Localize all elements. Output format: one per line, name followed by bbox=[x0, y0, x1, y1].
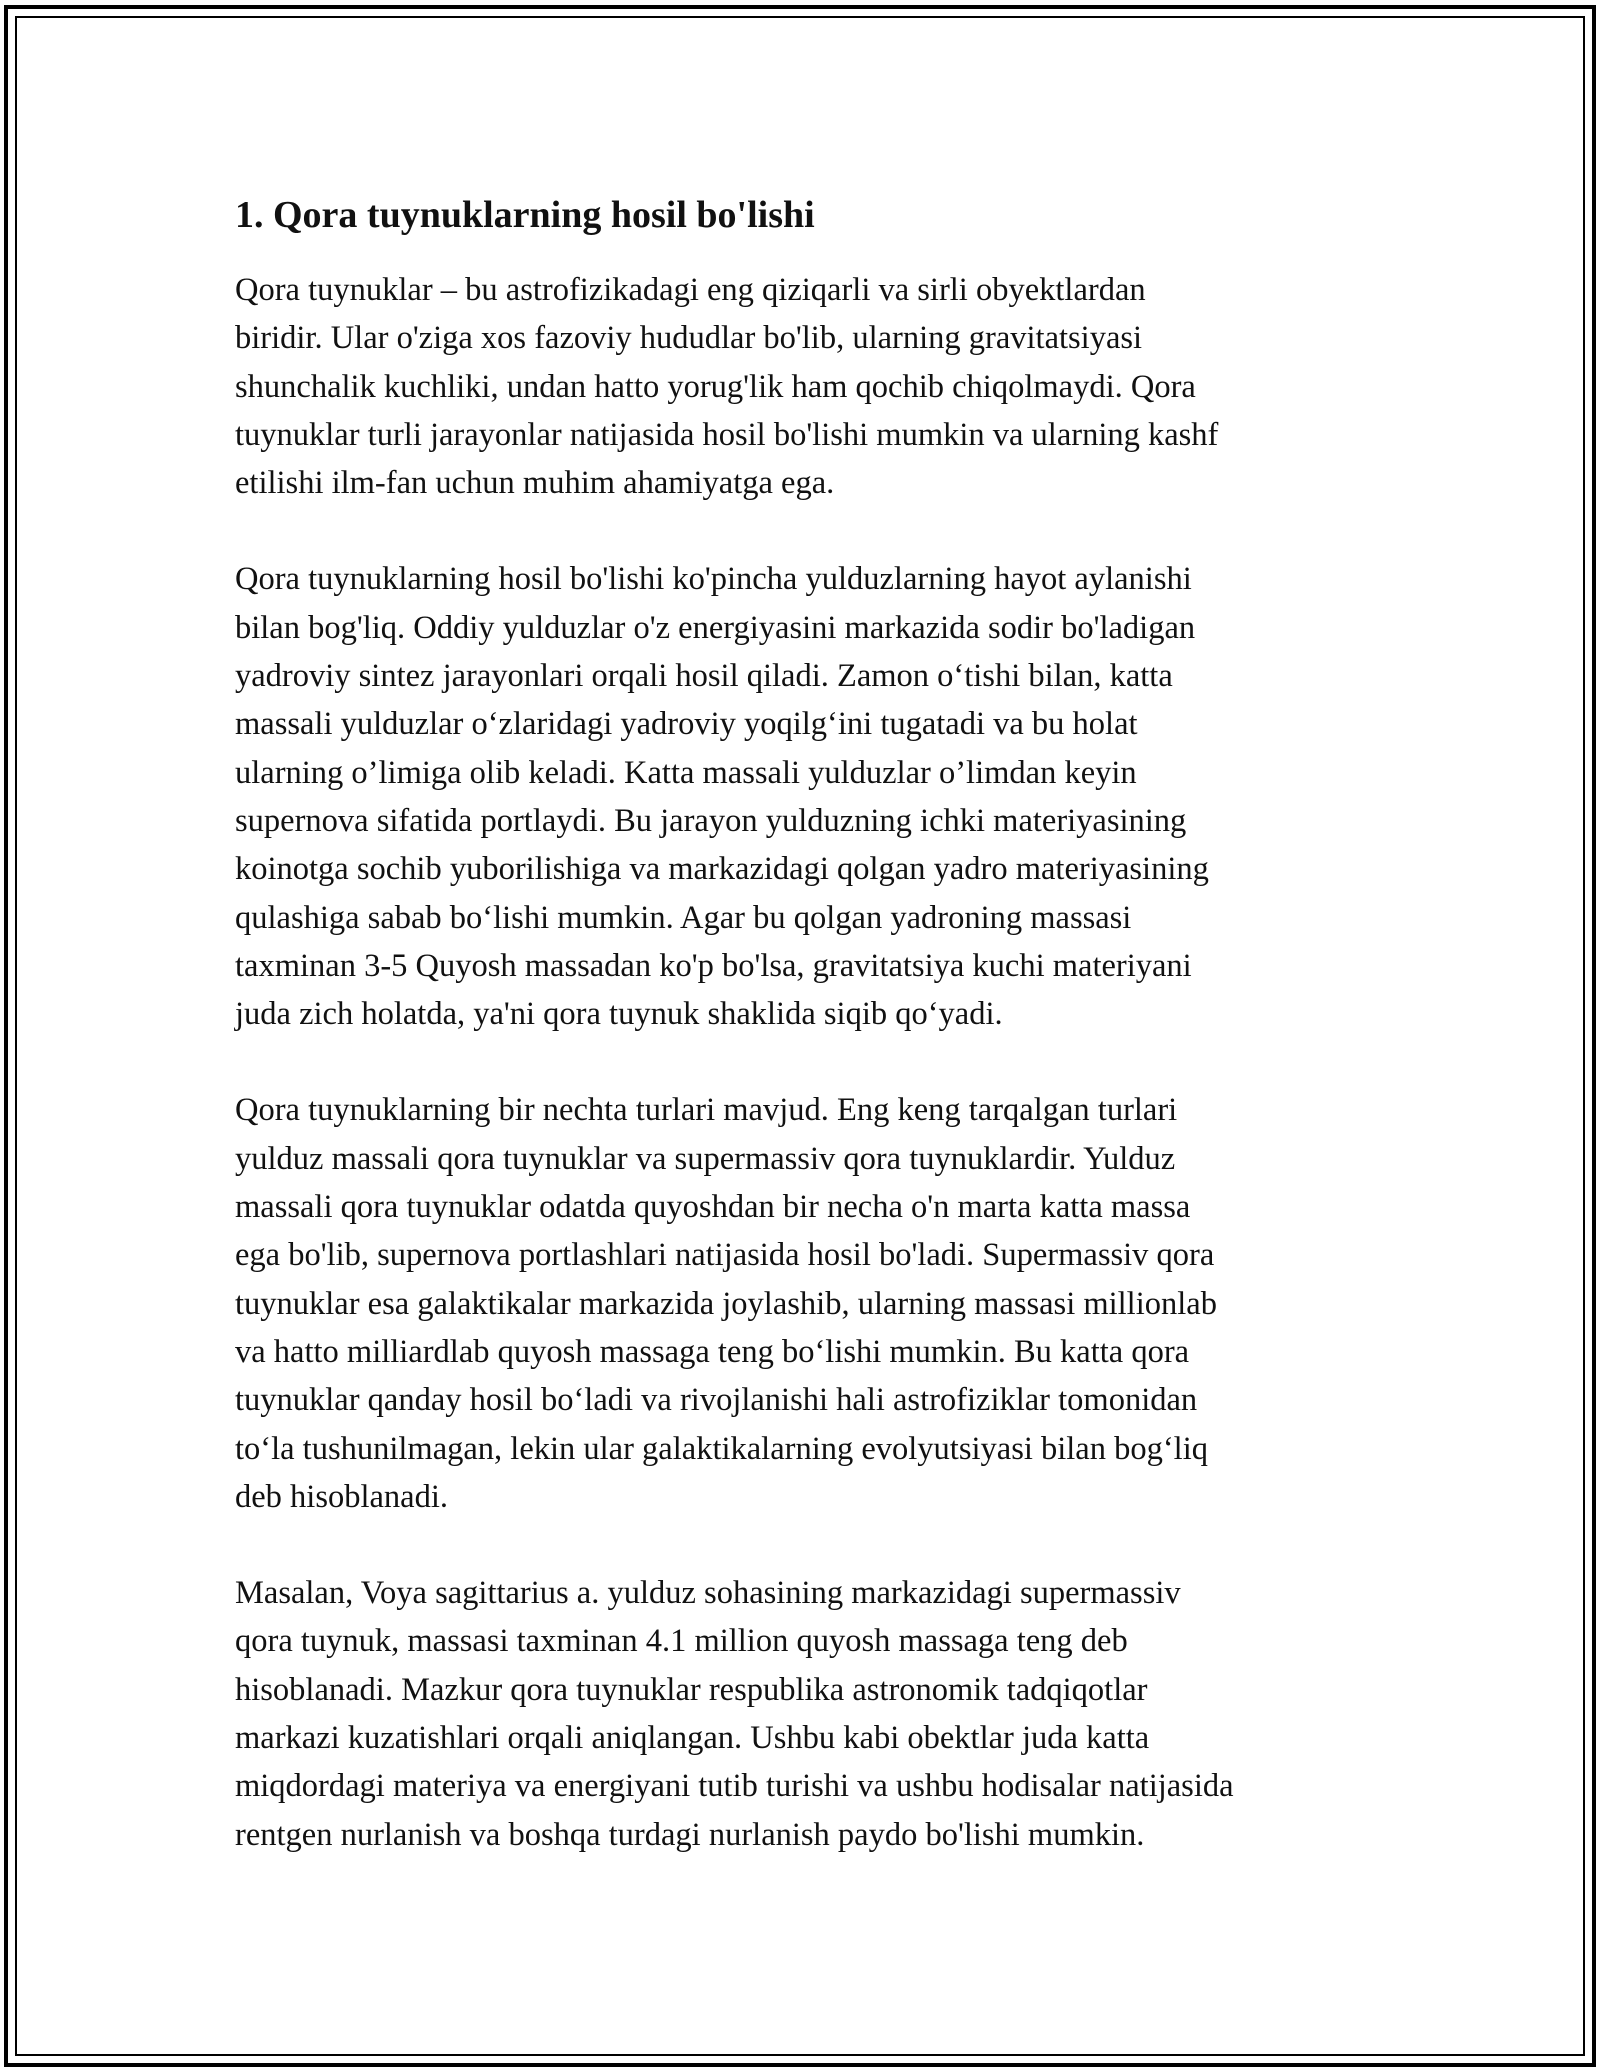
paragraph-intro: Qora tuynuklar – bu astrofizikadagi eng qiziqarli va sirli obyektlardan biridir. Ular o'ziga xos fazoviy hududlar bo'lib, ularning gravitatsiyasi shunchalik kuchliki, undan hatto yorug'lik ham qochib chiqolmaydi. Qora tuynuklar turli jarayonlar natijasida hosil bo'lishi mumkin va ularning kashf etilishi ilm-fan uchun muhim ahamiyatga ega. bbox=[235, 272, 1219, 502]
paragraph-formation: Qora tuynuklarning hosil bo'lishi ko'pincha yulduzlarning hayot aylanishi bilan bog'liq. Oddiy yulduzlar o'z energiyasini markazida sodir bo'ladigan yadroviy sintez jarayonlari orqali hosil qiladi. Zamon oʻtishi bilan, katta massali yulduzlar oʻzlaridagi yadroviy yoqilgʻini tugatadi va bu holat ularning o’limiga olib keladi. Katta massali yulduzlar o’limdan keyin supernova sifatida portlaydi. Bu jarayon yulduzning ichki materiyasining koinotga sochib yuborilishiga va markazidagi qolgan yadro materiyasining qulashiga sabab boʻlishi mumkin. Agar bu qolgan yadroning massasi taxminan 3-5 Quyosh massadan ko'p bo'lsa, gravitatsiya kuchi materiyani juda zich holatda, ya'ni qora tuynuk shaklida siqib qoʻyadi. bbox=[235, 561, 1209, 1033]
paragraph-types: Qora tuynuklarning bir nechta turlari mavjud. Eng keng tarqalgan turlari yulduz massali qora tuynuklar va supermassiv qora tuynuklardir. Yulduz massali qora tuynuklar odatda quyoshdan bir necha o'n marta katta massa ega bo'lib, supernova portlashlari natijasida hosil bo'ladi. Supermassiv qora tuynuklar esa galaktikalar markazida joylashib, ularning massasi millionlab va hatto milliardlab quyosh massaga teng boʻlishi mumkin. Bu katta qora tuynuklar qanday hosil boʻladi va rivojlanishi hali astrofiziklar tomonidan toʻla tushunilmagan, lekin ular galaktikalarning evolyutsiyasi bilan bogʻliq deb hisoblanadi. bbox=[235, 1092, 1217, 1515]
section-heading: 1. Qora tuynuklarning hosil bo'lishi bbox=[235, 194, 815, 236]
document-body bbox=[235, 190, 1370, 1907]
paragraph-example: Masalan, Voya sagittarius a. yulduz sohasining markazidagi supermassiv qora tuynuk, massasi taxminan 4.1 million quyosh massaga teng deb hisoblanadi. Mazkur qora tuynuklar respublika astronomik tadqiqotlar markazi kuzatishlari orqali aniqlangan. Ushbu kabi obektlar juda katta miqdordagi materiya va energiyani tutib turishi va ushbu hodisalar natijasida rentgen nurlanish va boshqa turdagi nurlanish paydo bo'lishi mumkin. bbox=[235, 1575, 1234, 1853]
